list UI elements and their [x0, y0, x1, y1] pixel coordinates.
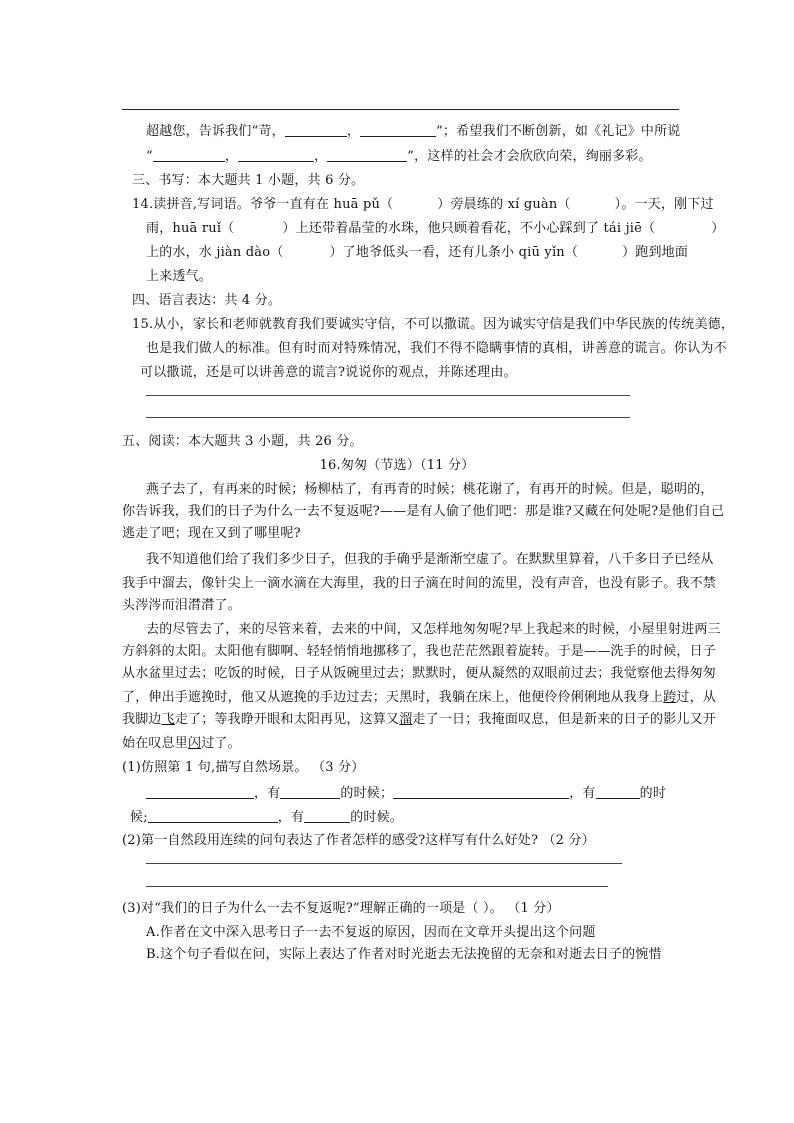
blank-4[interactable] [238, 149, 314, 162]
blank-5[interactable] [327, 149, 407, 162]
text: 的时 [639, 786, 667, 801]
passage-p1-line-2: 你告诉我，我们的日子为什么一去不复返呢?——是有人偷了他们吧：那是谁?又藏在何处呢?是他们自己 [122, 504, 725, 519]
text: ， [346, 124, 361, 139]
text: ， [224, 149, 239, 164]
option-b[interactable]: B.这个句子看似在问，实际上表达了作者对时光逝去无法挽留的无奈和对逝去日子的惋惜 [146, 947, 662, 962]
question-2: (2)第一自然段用连续的问句表达了作者怎样的感受?这样写有什么好处? （2 分） [122, 833, 595, 848]
text: 过，从 [676, 690, 717, 705]
text: 14.读拼音,写词语。爷爷一直有在 huā pǔ（ [132, 197, 394, 212]
text: ，有 [254, 786, 281, 801]
answer-line[interactable] [146, 863, 622, 864]
blank-scene[interactable] [393, 786, 569, 799]
passage-p3-line-2: 方斜斜的太阳。太阳他有脚啊、轻轻悄悄地挪移了，我也茫茫然跟着旋转。于是——洗手的时候，日子 [122, 644, 717, 659]
q15-line-2: 也是我们做人的标准。但有时而对特殊情况，我们不得不隐瞒事情的真相，讲善意的谎言。你认为不 [146, 341, 727, 356]
passage-p3-line-5 [122, 711, 716, 728]
text: 走了一日；我掩面叹息，但是新来的日子的影儿又开 [412, 712, 717, 727]
question-3: (3)对“我们的日子为什么一去不复返呢?”理解正确的一项是（ ）。 （1 分） [122, 901, 560, 916]
text: ，有 [277, 810, 305, 825]
underlined-word: 闪 [188, 736, 202, 751]
text: 上的水，水 jiàn dào（ [146, 245, 284, 260]
passage-p1-line-3: 逃走了吧；现在又到了哪里呢? [122, 526, 301, 541]
passage-p1-line-1: 燕子去了，有再来的时候；杨柳枯了，有再青的时候；桃花谢了，有再开的时候。但是，聪明的， [146, 482, 714, 497]
section-3-heading: 三、书写：本大题共 1 小题，共 6 分。 [132, 173, 365, 188]
text: 我脚边 [122, 712, 162, 727]
blank-1[interactable] [285, 124, 347, 137]
passage-p2-line-2: 我手中溜去，像针尖上一滴水滴在大海里，我的日子滴在时间的流里，没有声音，也没有影子。我不禁 [122, 576, 717, 591]
q14-line-3 [146, 244, 688, 261]
blank-thing[interactable] [304, 810, 350, 823]
text: ）。一天，刚下过 [614, 197, 714, 212]
answer-line[interactable] [146, 417, 630, 418]
blank-thing[interactable] [596, 786, 640, 799]
answer-line[interactable] [146, 395, 630, 396]
q15-line-1: 15.从小，家长和老师就教育我们要诚实守信，不可以撒谎。因为诚实守信是我们中华民族的传统美德， [132, 317, 735, 332]
text: 雨，huā ruǐ（ [146, 221, 235, 236]
text: ， [314, 149, 328, 164]
section-5-heading: 五、阅读：本大题共 3 小题，共 26 分。 [122, 434, 363, 449]
text: ，有 [569, 786, 596, 801]
q15-line-3: 可以撒谎，还是可以讲善意的谎言?说说你的观点，并陈述理由。 [140, 365, 517, 380]
blank-scene[interactable] [146, 786, 254, 799]
text: 过了。 [201, 736, 241, 751]
passage-p3-line-6 [122, 735, 241, 752]
text: ）旁晨练的 xí guàn（ [437, 197, 571, 212]
text: “ [146, 149, 153, 164]
underlined-word: 跨 [663, 690, 677, 705]
question-1-fill-line-1 [146, 785, 666, 802]
text: ） [711, 221, 725, 236]
text: ”，这样的社会才会欣欣向荣，绚丽多彩。 [407, 149, 652, 164]
answer-line[interactable] [146, 886, 608, 887]
blank-scene[interactable] [148, 810, 278, 823]
text: 走了；等我睁开眼和太阳再见，这算又 [174, 712, 400, 727]
underlined-word: 溜 [399, 712, 413, 727]
passage-p3-line-4 [122, 689, 716, 706]
text: ”；希望我们不断创新，如《礼记》中所说 [436, 124, 681, 139]
fill-line-1 [146, 123, 681, 140]
text: ）了地爷低头一看，还有儿条小 qiū yǐn（ [329, 245, 579, 260]
blank-3[interactable] [153, 149, 225, 162]
passage-p2-line-3: 头涔涔而泪潸潸了。 [122, 598, 241, 613]
header-rule [122, 109, 679, 110]
question-1-fill-line-2 [130, 809, 403, 826]
text: ）跑到地面 [622, 245, 689, 260]
q14-line-4: 上来透气。 [146, 269, 213, 284]
passage-p3-line-1: 去的尽管去了，来的尽管来着，去来的中间，又怎样地匆匆呢?早上我起来的时候，小屋里射进两三 [146, 622, 721, 637]
blank-thing[interactable] [280, 786, 340, 799]
text: 的时候； [340, 786, 394, 801]
passage-p3-line-3: 从水盆里过去；吃饭的时候，日子从饭碗里过去；默默时，便从凝然的双眼前过去；我觉察他去得匆匆 [122, 666, 717, 681]
passage-title: 16.匆匆（节选）（11 分） [319, 458, 475, 473]
passage-p2-line-1: 我不知道他们给了我们多少日子，但我的手确乎是渐渐空虚了。在默默里算着，八千多日子已经从 [146, 552, 714, 567]
text: 始在叹息里 [122, 736, 189, 751]
text: 超越您，告诉我们“苛， [146, 124, 285, 139]
text: 候; [130, 810, 148, 825]
q14-line-2 [146, 220, 724, 237]
text: 了，伸出手遮挽时，他又从遮挽的手边过去；天黑时，我躺在床上，他便伶伶俐俐地从我身上 [122, 690, 664, 705]
blank-2[interactable] [360, 124, 436, 137]
question-1: (1)仿照第 1 句,描写自然场景。 （3 分） [122, 760, 365, 775]
underlined-word: 飞 [161, 712, 175, 727]
fill-line-2 [146, 148, 652, 165]
option-a[interactable]: A.作者在文中深入思考日子一去不复返的原因，因而在文章开头提出这个问题 [146, 925, 596, 940]
q14-line-1 [132, 196, 714, 213]
section-4-heading: 四、语言表达：共 4 分。 [132, 293, 282, 308]
text: 的时候。 [350, 810, 403, 825]
text: ）上还带着晶莹的水珠，他只顾着看花，不小心踩到了 tái jiē（ [282, 221, 656, 236]
